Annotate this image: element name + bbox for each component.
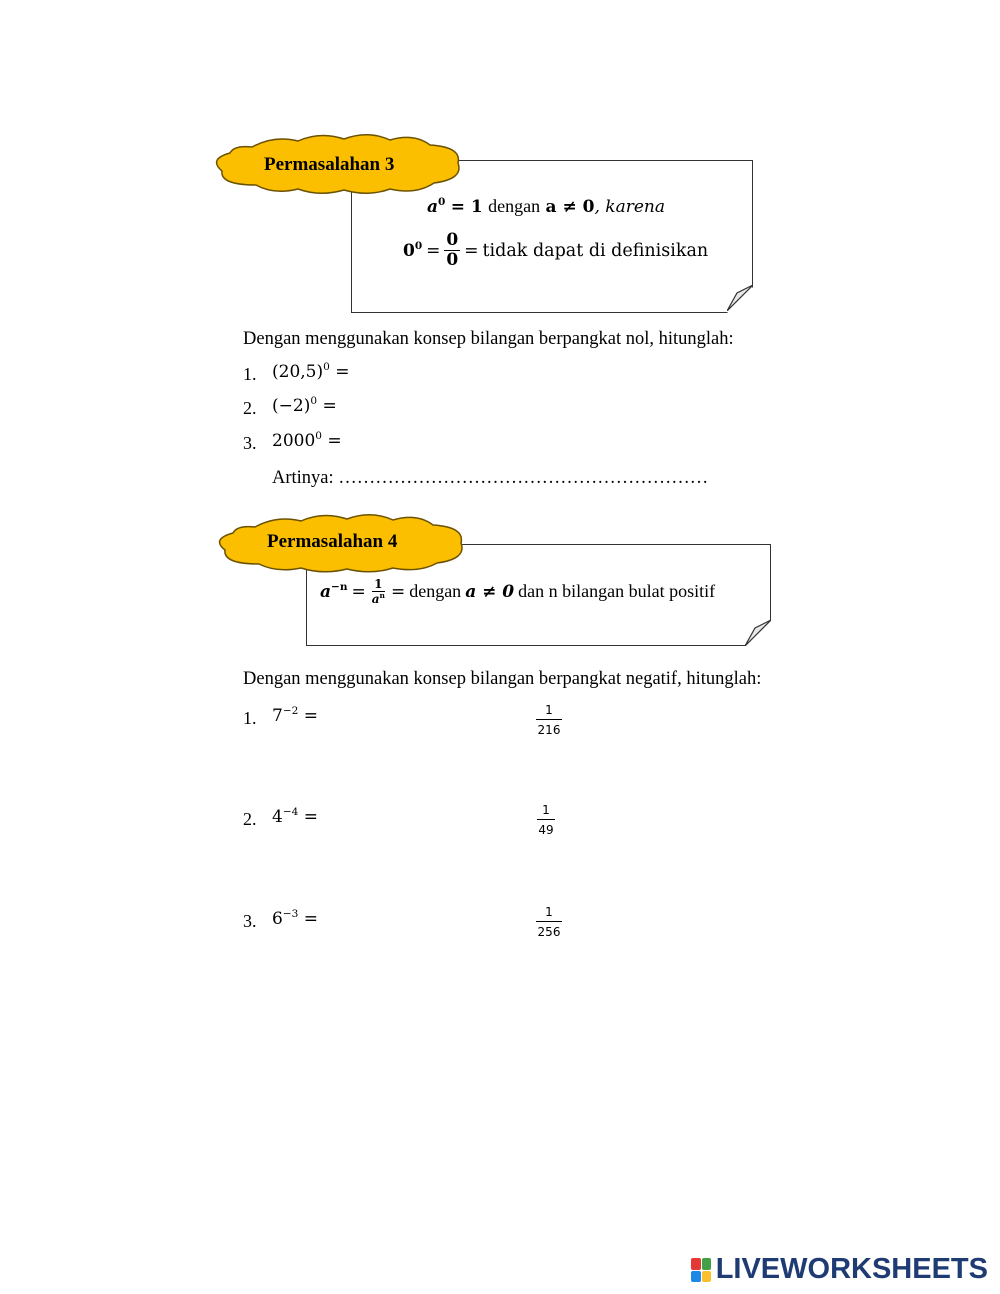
rule2-frac-num: 0 <box>446 230 459 250</box>
p3-item2-expression: $(-2)^0$ = <box>272 395 337 416</box>
p3-item3-number: 3. <box>243 433 257 453</box>
problem3-page-fold <box>727 285 753 311</box>
p4-item1-answer-fraction[interactable]: $\frac{1}{216}$ <box>537 703 561 737</box>
rule2-frac-den: 0 <box>446 250 459 270</box>
rule4-frac-den-base: a <box>371 592 380 606</box>
rule4-cond: a ≠ 0 <box>465 581 515 602</box>
p4-item3-answer-fraction[interactable]: $\frac{1}{256}$ <box>537 905 561 939</box>
p3-artinya-line: Artinya: …………………………………………………… <box>272 468 709 488</box>
problem3-title: Permasalahan 3 <box>264 154 395 175</box>
rule2-text: tidak dapat di definisikan <box>482 240 709 261</box>
rule2-base: 0 <box>403 240 415 261</box>
p4-item1-number: 1. <box>243 708 257 728</box>
problem4-instruction: Dengan menggunakan konsep bilangan berpangkat negatif, hitunglah: <box>243 669 762 689</box>
p3-item3-expression: 2000$^0$ = <box>272 430 342 451</box>
liveworksheets-brand: LIVEWORKSHEETS <box>715 1253 988 1285</box>
rule1-eq: = 1 <box>450 197 483 217</box>
problem3-instruction: Dengan menggunakan konsep bilangan berpangkat nol, hitunglah: <box>243 329 734 349</box>
p4-item1-expression: $7^{-2}$ = <box>272 705 319 726</box>
rule2-exp: 0 <box>414 239 423 252</box>
rule4-frac-den-exp: n <box>379 591 385 601</box>
p4-item3-number: 3. <box>243 911 257 931</box>
problem4-title: Permasalahan 4 <box>267 531 398 552</box>
rule1-base: a <box>427 197 439 217</box>
problem4-rule: $a^{-n}$ = $\frac{1}{a^n}$ = dengan a ≠ 0 dan n bilangan bulat positif <box>320 577 716 606</box>
p4-item2-expression: $4^{-4}$ = <box>272 806 319 827</box>
rule4-rest: dan n bilangan bulat positif <box>518 581 716 601</box>
rule4-exp: −n <box>331 580 348 593</box>
p4-item2-answer-fraction[interactable]: $\frac{1}{49}$ <box>538 803 554 837</box>
liveworksheets-logo-icon <box>691 1258 711 1282</box>
problem3-rule-line1 <box>427 196 665 217</box>
rule4-word: dengan <box>409 581 462 601</box>
rule4-base: a <box>320 581 332 602</box>
rule4-frac-num: 1 <box>374 577 383 591</box>
p4-item2-number: 2. <box>243 809 257 829</box>
rule1-karena: , karena <box>594 197 665 217</box>
problem3-rule-line2: $0^0$ = $\frac{0}{0}$ = tidak dapat di definisikan <box>403 230 709 270</box>
p4-item3-expression: $6^{-3}$ = <box>272 908 319 929</box>
p3-item1-number: 1. <box>243 364 257 384</box>
p3-item2-number: 2. <box>243 398 257 418</box>
p3-item1-expression: $(20,5)^0$ = <box>272 361 350 382</box>
rule1-cond: a ≠ 0 <box>545 197 595 217</box>
rule1-exp: 0 <box>438 196 446 209</box>
problem4-page-fold <box>745 620 771 646</box>
rule1-word: dengan <box>488 196 541 216</box>
